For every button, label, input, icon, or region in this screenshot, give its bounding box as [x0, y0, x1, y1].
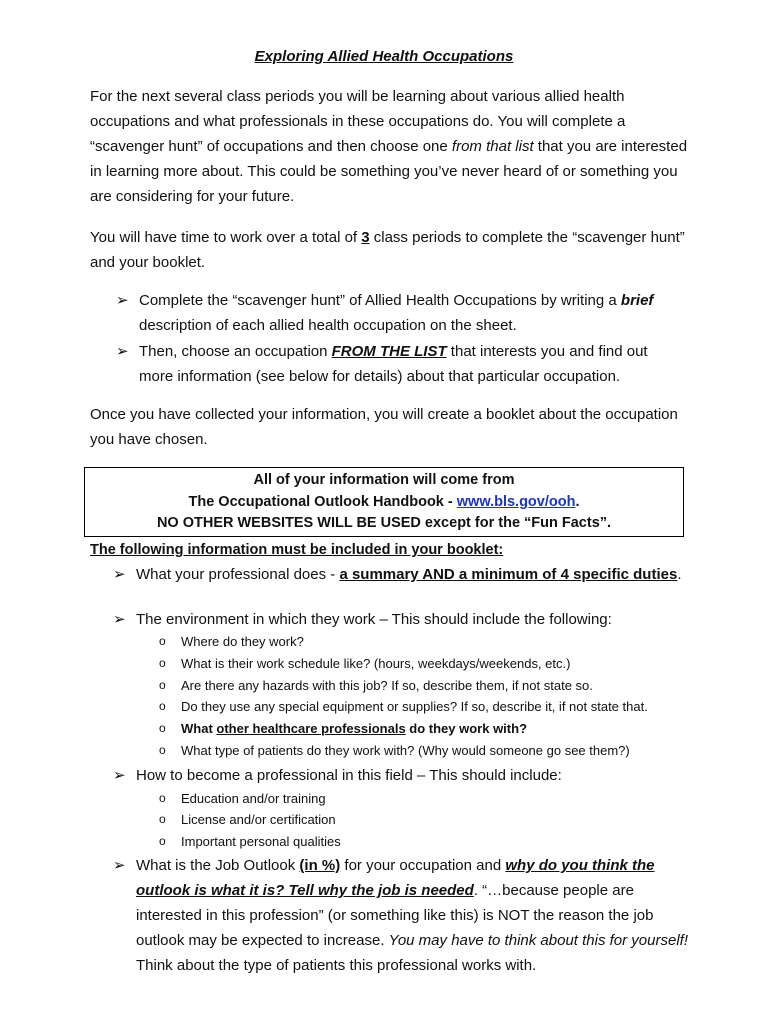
sub-item-text: Important personal qualities: [181, 834, 341, 849]
step-item-choose-occupation: [116, 339, 684, 389]
circle-bullet-icon: o: [159, 812, 166, 826]
sub-list-item: [159, 809, 721, 831]
arrow-bullet-icon: ➢: [113, 611, 126, 628]
arrow-bullet-icon: ➢: [113, 767, 126, 784]
requirement-text: . “…because people are interested in this profession” (or something like this) is NOT the reason the job outlook may be expected to increase.: [136, 882, 654, 949]
circle-bullet-icon: o: [159, 634, 166, 648]
circle-bullet-icon: o: [159, 656, 166, 670]
circle-bullet-icon: o: [159, 721, 166, 735]
sub-item-text: What is their work schedule like? (hours, weekdays/weekends, etc.): [181, 656, 571, 671]
sub-item-text: Education and/or training: [181, 791, 326, 806]
step-emphasis: brief: [620, 292, 654, 309]
circle-bullet-icon: o: [159, 743, 166, 757]
notice-line: NO OTHER WEBSITES WILL BE USED except for the “Fun Facts”.: [156, 515, 612, 531]
arrow-bullet-icon: ➢: [116, 292, 129, 309]
sub-list-item: [159, 631, 721, 653]
requirement-text: What is the Job Outlook: [136, 857, 300, 874]
intro-paragraph: [90, 84, 690, 209]
requirement-italic: You may have to think about this for yourself!: [388, 932, 688, 949]
class-period-count: 3: [361, 229, 370, 246]
sub-item-emphasis: other healthcare professionals: [216, 721, 406, 736]
sub-list-item: [159, 740, 721, 762]
requirement-item-environment: [113, 607, 696, 632]
arrow-bullet-icon: ➢: [116, 343, 129, 360]
requirement-text-end: Think about the type of patients this professional works with.: [136, 957, 537, 974]
requirement-text: The environment in which they work – This should include the following:: [136, 611, 612, 628]
sub-list-item: [159, 788, 721, 810]
notice-line: [85, 492, 683, 514]
requirement-emphasis: (in %): [299, 857, 341, 874]
sub-list-item: [159, 675, 721, 697]
requirement-item-become: [113, 763, 696, 788]
sub-item-text-end: do they work with?: [405, 721, 528, 736]
sub-item-text: Are there any hazards with this job? If so, describe them, if not state so.: [181, 678, 593, 693]
sub-list-item: [159, 831, 721, 853]
step-text-end: that interests you and find out more information (see below for details) about that particular occupation.: [139, 343, 648, 385]
circle-bullet-icon: o: [159, 791, 166, 805]
timeline-paragraph: [90, 225, 690, 275]
requirement-text: for your occupation and: [340, 857, 506, 874]
step-text: Then, choose an occupation: [139, 343, 332, 360]
bls-link[interactable]: www.bls.gov/ooh: [456, 493, 576, 510]
requirement-item-outlook: [113, 853, 696, 978]
step-emphasis: FROM THE LIST: [331, 343, 447, 360]
notice-line: All of your information will come from: [253, 472, 515, 488]
circle-bullet-icon: o: [159, 699, 166, 713]
step-item-scavenger-hunt: [116, 288, 684, 338]
sub-list-item: [159, 696, 721, 718]
handbook-name: The Occupational Outlook Handbook -: [188, 493, 457, 510]
punctuation: .: [677, 566, 682, 583]
sub-item-text: Do they use any special equipment or supplies? If so, describe it, if not state that.: [181, 699, 648, 714]
step-text: Complete the “scavenger hunt” of Allied Health Occupations by writing a: [139, 292, 621, 309]
source-notice-box: [84, 467, 684, 537]
intro-text: For the next several class periods you will be learning about various allied health occupations and what professionals in these occupations do. You will complete a “scavenger hunt” of occupations and then choose one: [90, 88, 626, 155]
intro-emphasis: from that list: [451, 138, 534, 155]
requirements-heading: The following information must be included in your booklet:: [90, 542, 504, 558]
circle-bullet-icon: o: [159, 834, 166, 848]
punctuation: .: [575, 493, 580, 510]
page-title: Exploring Allied Health Occupations: [254, 48, 514, 65]
requirement-item-duties: [113, 562, 686, 587]
sub-item-text: Where do they work?: [181, 634, 304, 649]
closing-paragraph: Once you have collected your information, you will create a booklet about the occupation you have chosen.: [90, 406, 678, 448]
sub-item-text: License and/or certification: [181, 812, 336, 827]
step-text-end: description of each allied health occupation on the sheet.: [139, 317, 517, 334]
sub-list-item: [159, 718, 721, 740]
requirement-text: How to become a professional in this field – This should include:: [136, 767, 562, 784]
sub-list-item: [159, 653, 721, 675]
arrow-bullet-icon: ➢: [113, 566, 126, 583]
circle-bullet-icon: o: [159, 678, 166, 692]
requirement-emphasis: why do you think the outlook is what it is? Tell why the job is needed: [136, 857, 655, 899]
sub-item-text: What: [181, 721, 217, 736]
timeline-text: You will have time to work over a total of: [90, 229, 362, 246]
timeline-text-end: class periods to complete the “scavenger hunt” and your booklet.: [90, 229, 685, 271]
sub-item-text: What type of patients do they work with? (Why would someone go see them?): [181, 743, 630, 758]
requirement-text: What your professional does -: [136, 566, 340, 583]
requirement-emphasis: a summary AND a minimum of 4 specific duties: [339, 566, 678, 583]
intro-text-end: that you are interested in learning more about. This could be something you’ve never heard of or something you are considering for your future.: [90, 138, 688, 205]
arrow-bullet-icon: ➢: [113, 857, 126, 874]
